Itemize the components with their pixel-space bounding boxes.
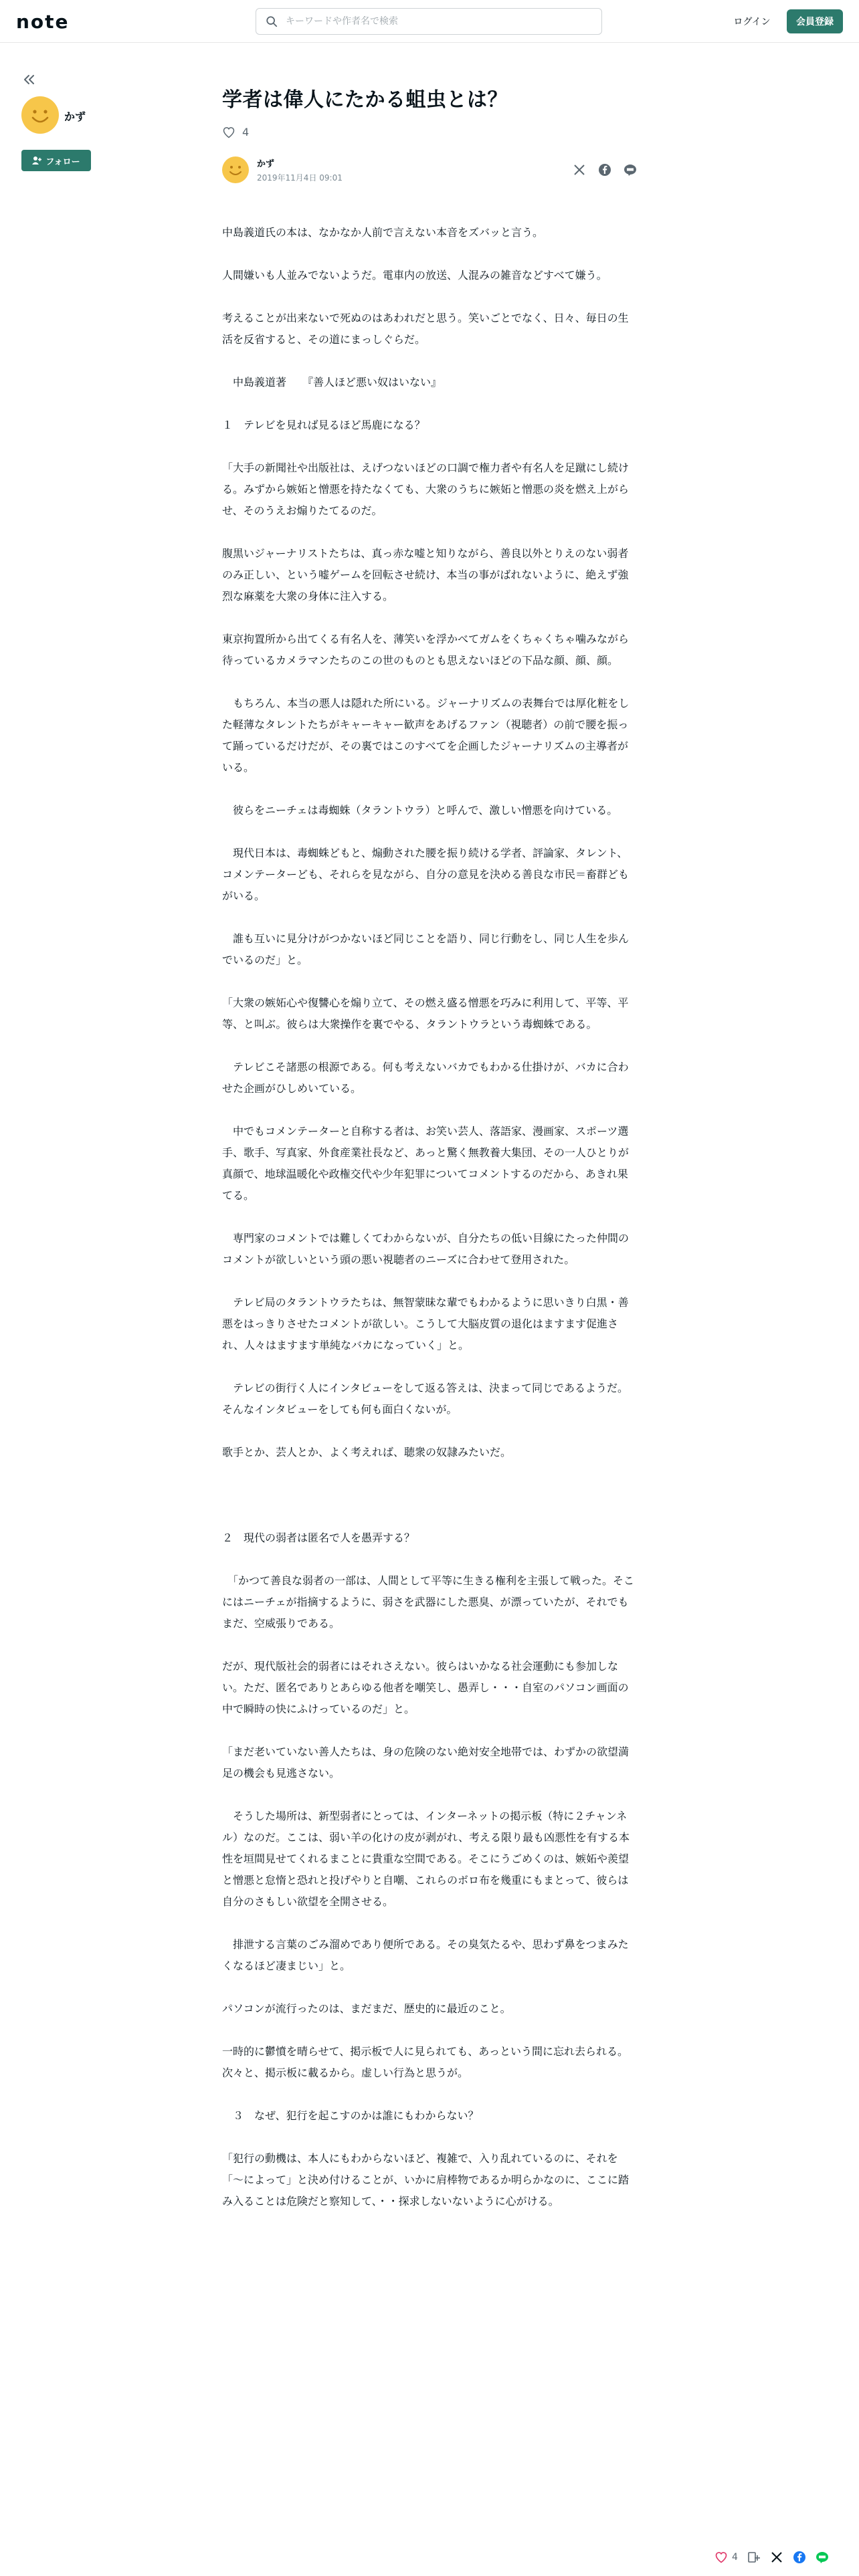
float-x-share-icon[interactable]: [770, 2551, 783, 2564]
article-body: [222, 222, 637, 2212]
article: [222, 86, 637, 2234]
article-paragraph: 一時的に鬱憤を晴らせて、掲示板で人に見られても、あっという間に忘れ去られる。次々と、掲示板に載るから。虚しい行為と思うが。: [222, 2044, 629, 2079]
meta-author-avatar[interactable]: [222, 156, 249, 183]
article-paragraph: 中でもコメンテーターと自称する者は、お笑い芸人、落語家、漫画家、スポーツ選手、歌手、写真家、外食産業社長など、あっと驚く無教養大集団、その一人ひとりが真顔で、地球温暖化や政権交代や少年犯罪についてコメントするのだから、あきれ果てる。: [222, 1124, 629, 1202]
article-paragraph: 「犯行の動機は、本人にもわからないほど、複雑で、入り乱れているのに、それを「〜によって」と決め付けることが、いかに肩棒物であるか明らかなのに、ここに踏み入ることは危険だと察知して、・・探求しないないように心がける。: [222, 2151, 630, 2208]
article-paragraph: 中島義道氏の本は、なかなか人前で言えない本音をズバッと言う。: [222, 225, 544, 239]
article-paragraph: テレビこそ諸悪の根源である。何も考えないバカでもわかる仕掛けが、バカに合わせた企画がひしめいている。: [222, 1060, 629, 1095]
section-spacer: [222, 1485, 637, 1527]
article-paragraph: 考えることが出来ないで死ぬのはあわれだと思う。笑いごとでなく、日々、毎日の生活を反省すると、その道にまっしぐらだ。: [222, 311, 629, 346]
article-paragraph: 彼らをニーチェは毒蜘蛛（タラントウラ）と呼んで、激しい憎悪を向けている。: [222, 803, 618, 817]
article-meta: [222, 155, 637, 185]
floating-action-bar: [709, 2544, 859, 2571]
follow-label: フォロー: [45, 156, 80, 167]
sidebar-author-name[interactable]: かず: [64, 110, 86, 123]
article-paragraph: もちろん、本当の悪人は隠れた所にいる。ジャーナリズムの表舞台では厚化粧をした軽薄なタレントたちがキャーキャー歓声をあげるファン（視聴者）の前で腰を振って踊っているだけだが、その裏ではこのすべてを企画したジャーナリズムの主導者がいる。: [222, 696, 630, 774]
author-avatar[interactable]: [21, 96, 59, 134]
search-input[interactable]: [286, 16, 580, 27]
float-heart-icon[interactable]: [714, 2551, 728, 2564]
article-paragraph: 「かつて善良な弱者の一部は、人間として平等に生きる権利を主張して戦った。そこにはニーチェが指摘するように、弱さを武器にした悪臭、が漂っていたが、それでもまだ、空威張りである。: [222, 1574, 635, 1630]
article-paragraph: 東京拘置所から出てくる有名人を、薄笑いを浮かべてガムをくちゃくちゃ噛みながら待っているカメラマンたちのこの世のものとも思えないほどの下品な顔、顔、顔。: [222, 632, 630, 667]
article-paragraph: 人間嫌いも人並みでないようだ。電車内の放送、人混みの雑音などすべて嫌う。: [222, 268, 607, 282]
article-paragraph: 中島義道著 『善人ほど悪い奴はいない』: [222, 375, 442, 389]
article-paragraph: 「大手の新聞社や出版社は、えげつないほどの口調で権力者や有名人を足蹴にし続ける。みずから嫉妬と憎悪を持たなくても、大衆のうちに嫉妬と憎悪の炎を燃え上がらせ、そのうえお煽りたてるのだ。: [222, 461, 630, 517]
search-box[interactable]: [256, 8, 602, 35]
login-button[interactable]: ログイン: [733, 17, 771, 27]
article-paragraph: 現代日本は、毒蜘蛛どもと、煽動された腰を振り続ける学者、評論家、タレント、コメンテーターども、それらを見ながら、自分の意見を決める善良な市民＝畜群どもがいる。: [222, 846, 630, 902]
like-row: [222, 124, 637, 140]
publish-date: 2019年11月4日 09:01: [257, 173, 343, 183]
float-facebook-share-icon[interactable]: [793, 2551, 806, 2564]
article-paragraph: ３ なぜ、犯行を起こすのかは誰にもわからない？: [222, 2109, 479, 2122]
add-person-icon: [32, 156, 41, 165]
float-line-share-icon[interactable]: [816, 2551, 829, 2564]
article-paragraph: 「まだ老いていない善人たちは、身の危険のない絶対安全地帯では、わずかの欲望満足の機会も見逃さない。: [222, 1745, 630, 1780]
facebook-share-icon[interactable]: [598, 163, 611, 177]
magazine-add-icon[interactable]: [747, 2551, 761, 2564]
article-paragraph: ２ 現代の弱者は匿名で人を愚弄する？: [222, 1531, 415, 1544]
float-like-count[interactable]: 4: [732, 2552, 738, 2563]
article-paragraph: 「大衆の嫉妬心や復讐心を煽り立て、その燃え盛る憎悪を巧みに利用して、平等、平等、と叫ぶ。彼らは大衆操作を裏でやる、タラントウラという毒蜘蛛である。: [222, 996, 629, 1031]
article-paragraph: パソコンが流行ったのは、まだまだ、歴史的に最近のこと。: [222, 2002, 511, 2015]
article-paragraph: 腹黒いジャーナリストたちは、真っ赤な嘘と知りながら、善良以外とりえのない弱者のみ正しい、という嘘ゲームを回転させ続け、本当の事がばれないように、絶えず強烈な麻薬を大衆の身体に注入する。: [222, 546, 629, 603]
article-paragraph: 誰も互いに見分けがつかないほど同じことを語り、同じ行動をし、同じ人生を歩んでいるのだ」と。: [222, 932, 630, 966]
note-logo[interactable]: [16, 11, 70, 32]
article-paragraph: テレビの街行く人にインタビューをして返る答えは、決まって同じであるようだ。そんなインタビューをしても何も面白くないが。: [222, 1381, 629, 1416]
meta-author-name[interactable]: かず: [257, 158, 275, 169]
article-paragraph: 専門家のコメントでは難しくてわからないが、自分たちの低い目線にたった仲間のコメントが欲しいという頭の悪い視聴者のニーズに合わせて登用された。: [222, 1231, 630, 1266]
article-paragraph: そうした場所は、新型弱者にとっては、インターネットの掲示板（特に２チャンネル）なのだ。ここは、弱い羊の化けの皮が剥がれ、考える限り最も凶悪性を有する本性を垣間見せてくれるまことに貴重な空間である。そこにうごめくのは、嫉妬や羨望と憎悪と怠惰と恐れと投げやりと自嘲、これらのボロ布を幾重にもまとって、彼らは自分のさもしい欲望を全開させる。: [222, 1809, 630, 1908]
article-paragraph: １ テレビを見れば見るほど馬鹿になる？: [222, 418, 425, 431]
article-paragraph: 歌手とか、芸人とか、よく考えれば、聴衆の奴隷みたいだ。: [222, 1445, 512, 1459]
article-title: 学者は偉人にたかる蛆虫とは？: [222, 88, 508, 112]
article-paragraph: 排泄する言葉のごみ溜めであり便所である。その臭気たるや、思わず鼻をつまみたくなるほど凄まじい」と。: [222, 1937, 629, 1972]
collapse-sidebar-icon[interactable]: [21, 72, 36, 87]
like-count[interactable]: 4: [242, 126, 250, 138]
top-header: [0, 0, 859, 43]
signup-button[interactable]: 会員登録: [787, 9, 843, 33]
logo-text: note: [16, 10, 70, 33]
line-share-icon[interactable]: [624, 163, 637, 177]
follow-button[interactable]: [21, 150, 91, 171]
share-icons: [573, 163, 637, 177]
article-paragraph: だが、現代版社会的弱者にはそれさえない。彼らはいかなる社会運動にも参加しない。ただ、匿名でありとあらゆる他者を嘲笑し、愚弄し・・・自室のパソコン画面の中で瞬時の快にふけっているのだ」と。: [222, 1659, 629, 1715]
article-paragraph: テレビ局のタラントウラたちは、無智蒙昧な輩でもわかるように思いきり白黒・善悪をはっきりさせたコメントが欲しい。こうして大脳皮質の退化はますます促進され、人々はますます単純なバカになっていく」と。: [222, 1295, 629, 1352]
x-share-icon[interactable]: [573, 163, 586, 177]
search-icon: [266, 15, 278, 27]
heart-icon[interactable]: [222, 126, 235, 139]
